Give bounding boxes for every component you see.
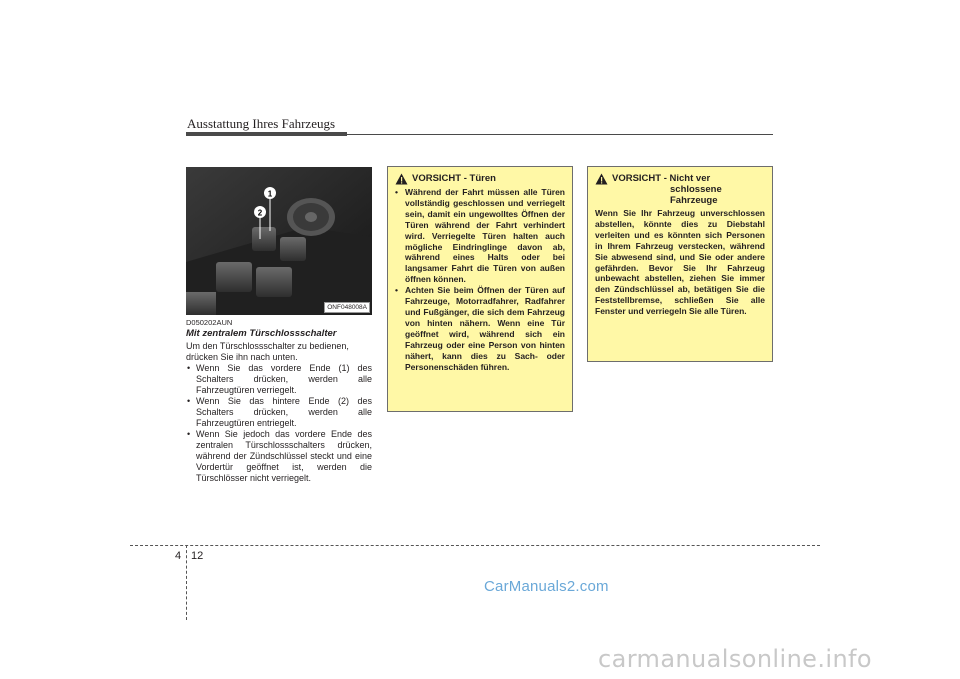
list-item: • Wenn Sie das hintere Ende (2) des Schalters drücken, werden alle Fahrzeugtüren entriegelt. xyxy=(186,396,372,429)
watermark-carmanualsonline[interactable]: carmanualsonline.info xyxy=(598,645,872,673)
caution-body-text: Wenn Sie Ihr Fahrzeug unverschlossen abstellen, könnte dies zu Diebstahl verleiten und es könnten sich Personen in Ihrem Fahrzeug verstecken, während Sie abwesend sind, und Sie oder andere gefährden. Bevor Sie Ihr Fahrzeug unbewacht abstellen, ziehen Sie immer den Zündschlüssel ab, betätigen Sie die Feststellbremse, schließen Sie alle Fenster und verriegeln Sie alle Türen. xyxy=(595,208,765,317)
intro-text: Um den Türschlossschalter zu bedienen, drücken Sie ihn nach unten. xyxy=(186,341,349,362)
caution-title-line2: schlossene xyxy=(670,184,722,195)
footer-vertical-rule xyxy=(186,545,187,620)
caution-title xyxy=(612,173,722,206)
list-item: • Während der Fahrt müssen alle Türen vollständig geschlossen und verriegelt sein, damit ein ungewolltes Öffnen der Türen während der Fahrt verhindert wird. Verriegelte Türen halten auch mögliche Eindringlinge davon ab, während eines Halts oder bei langsamer Fahrt die Türen von außen öffnen können. xyxy=(395,187,565,285)
list-item: • Achten Sie beim Öffnen der Türen auf Fahrzeuge, Motorradfahrer, Radfahrer und Fußgänger, die sich dem Fahrzeug von hinten nähern. Wenn eine Tür geöffnet wird, während sich ein Fahrzeug oder eine Person von hinten nähert, kann dies zu Sach- oder Personenschäden führen. xyxy=(395,285,565,372)
list-item: • Wenn Sie das vordere Ende (1) des Schalters drücken, werden alle Fahrzeugtüren verriegelt. xyxy=(186,363,372,396)
warning-icon xyxy=(395,173,408,185)
footer-rule xyxy=(130,545,820,546)
left-body xyxy=(186,341,372,484)
caution-box-unlocked-vehicle xyxy=(587,166,773,362)
instruction-list xyxy=(186,363,372,484)
section-heading: Mit zentralem Türschlossschalter xyxy=(186,328,337,339)
warning-icon xyxy=(595,173,608,185)
watermark-carmanuals2[interactable]: CarManuals2.com xyxy=(484,578,609,595)
caution-title: VORSICHT - Türen xyxy=(412,173,496,184)
door-switch-illustration xyxy=(186,167,372,315)
page-number: 12 xyxy=(191,550,204,562)
callout-1: 1 xyxy=(267,189,273,199)
callout-2: 2 xyxy=(257,208,263,218)
header-rule-thin xyxy=(347,134,773,135)
chapter-number: 4 xyxy=(175,550,182,562)
section-code: D050202AUN xyxy=(186,318,233,327)
door-switch-photo xyxy=(186,167,372,315)
page-header-title: Ausstattung Ihres Fahrzeugs xyxy=(187,116,336,131)
caution-title-line3: Fahrzeuge xyxy=(670,195,718,206)
photo-code: ONF048008A xyxy=(324,302,370,313)
caution-title-line1: VORSICHT - Nicht ver xyxy=(612,173,711,184)
list-item: • Wenn Sie jedoch das vordere Ende des zentralen Türschlossschalters drücken, während der Zündschlüssel steckt und eine Vordertür geöffnet ist, werden die Türschlösser nicht verriegelt. xyxy=(186,429,372,484)
caution-box-doors xyxy=(387,166,573,412)
header-rule-thick xyxy=(186,132,347,136)
lock-switch-front xyxy=(252,227,276,251)
